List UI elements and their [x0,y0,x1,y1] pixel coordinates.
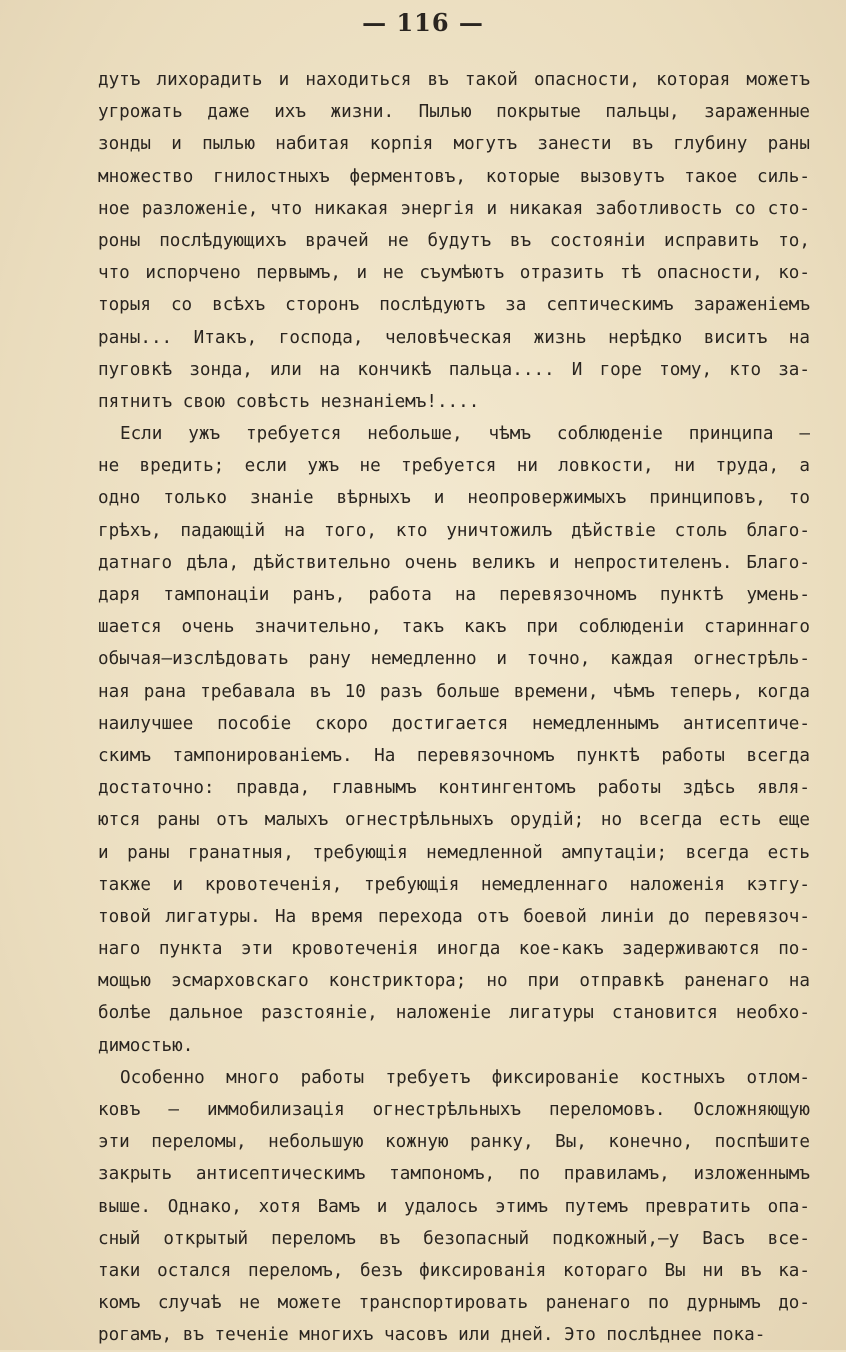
text-line: скимъ тампонированіемъ. На перевязочномъ пунктѣ работы всегда [98,745,810,766]
text-line: мощью эсмарховскаго констриктора; но при отправкѣ раненаго на [98,971,810,992]
text-line: датнаго дѣла, дѣйствительно очень великъ и непростителенъ. Благо- [98,552,810,573]
text-line: рогамъ, въ теченіе многихъ часовъ или дней. Это послѣднее пока- [98,1325,766,1346]
text-line: множество гнилостныхъ ферментовъ, которые вызовутъ такое силь- [98,166,810,187]
text-line: димостью. [98,1035,194,1056]
text-line: выше. Однако, хотя Вамъ и удалось этимъ путемъ превратить опа- [98,1196,810,1217]
text-line: сный открытый переломъ въ безопасный подкожный,—у Васъ все- [98,1228,810,1249]
text-line: ное разложеніе, что никакая энергія и никакая заботливость со сто- [98,198,810,219]
text-line: зонды и пылью набитая корпія могутъ занести въ глубину раны [98,134,810,155]
text-line: ная рана требавала въ 10 разъ больше времени, чѣмъ теперь, когда [98,681,810,702]
text-line: роны послѣдующихъ врачей не будутъ въ состояніи исправить то, [98,230,810,251]
paragraph-1 [98,64,810,418]
text-line: угрожать даже ихъ жизни. Пылью покрытые пальцы, зараженные [98,102,810,123]
text-line: обычая—изслѣдовать рану немедленно и точно, каждая огнестрѣль- [98,649,810,670]
text-line: одно только знаніе вѣрныхъ и неопровержимыхъ принциповъ, то [98,488,810,509]
text-line: наилучшее пособіе скоро достигается немедленнымъ антисептиче- [98,713,810,734]
text-line: дутъ лихорадить и находиться въ такой опасности, которая можетъ [98,70,810,90]
text-line: ковъ — иммобилизація огнестрѣльныхъ переломовъ. Осложняющую [98,1100,810,1120]
text-line: и раны гранатныя, требующія немедленной ампутаціи; всегда есть [98,842,810,863]
text-line: ются раны отъ малыхъ огнестрѣльныхъ орудій; но всегда есть еще [98,810,810,831]
text-line: Особенно много работы требуетъ фиксированіе костныхъ отлом- [120,1067,810,1088]
text-line: также и кровотеченія, требующія немедленнаго наложенія кэтгу- [98,874,810,895]
text-line: товой лигатуры. На время перехода отъ боевой линіи до перевязоч- [98,906,810,927]
text-line: комъ случаѣ не можете транспортировать раненаго по дурнымъ до- [98,1293,810,1314]
text-line: наго пункта эти кровотеченія иногда кое-какъ задерживаются по- [98,939,810,960]
text-line: торыя со всѣхъ сторонъ послѣдуютъ за септическимъ зараженіемъ [98,295,810,316]
text-line: не вредить; если ужъ не требуется ни ловкости, ни труда, а [98,456,810,477]
text-line: раны... Итакъ, господа, человѣческая жизнь нерѣдко виситъ на [98,327,810,348]
text-line: что испорчено первымъ, и не съумѣютъ отразить тѣ опасности, ко- [98,263,810,284]
paragraph-3 [98,1062,810,1352]
text-line: пуговкѣ зонда, или на кончикѣ пальца.... И горе тому, кто за- [98,359,810,380]
text-line: достаточно: правда, главнымъ контингентомъ работы здѣсь явля- [98,778,810,799]
text-line: закрыть антисептическимъ тампономъ, по правиламъ, изложеннымъ [98,1164,810,1185]
text-line: эти переломы, небольшую кожную ранку, Вы, конечно, поспѣшите [98,1132,810,1153]
text-line: Если ужъ требуется небольше, чѣмъ соблюденіе принципа — [120,424,810,445]
text-line: шается очень значительно, такъ какъ при соблюденіи стариннаго [98,617,810,638]
paragraph-2 [98,418,810,1062]
text-line: пятнитъ свою совѣсть незнаніемъ!.... [98,391,480,412]
text-line: грѣхъ, падающій на того, кто уничтожилъ дѣйствіе столь благо- [98,520,810,541]
body-text [98,64,810,1352]
text-line: даря тампонаціи ранъ, работа на перевязочномъ пунктѣ умень- [98,585,810,605]
page-number: — 116 — [362,8,484,37]
text-line: болѣе дальное разстояніе, наложеніе лигатуры становится необхо- [98,1003,810,1024]
text-line: таки остался переломъ, безъ фиксированія котораго Вы ни въ ка- [98,1260,810,1281]
